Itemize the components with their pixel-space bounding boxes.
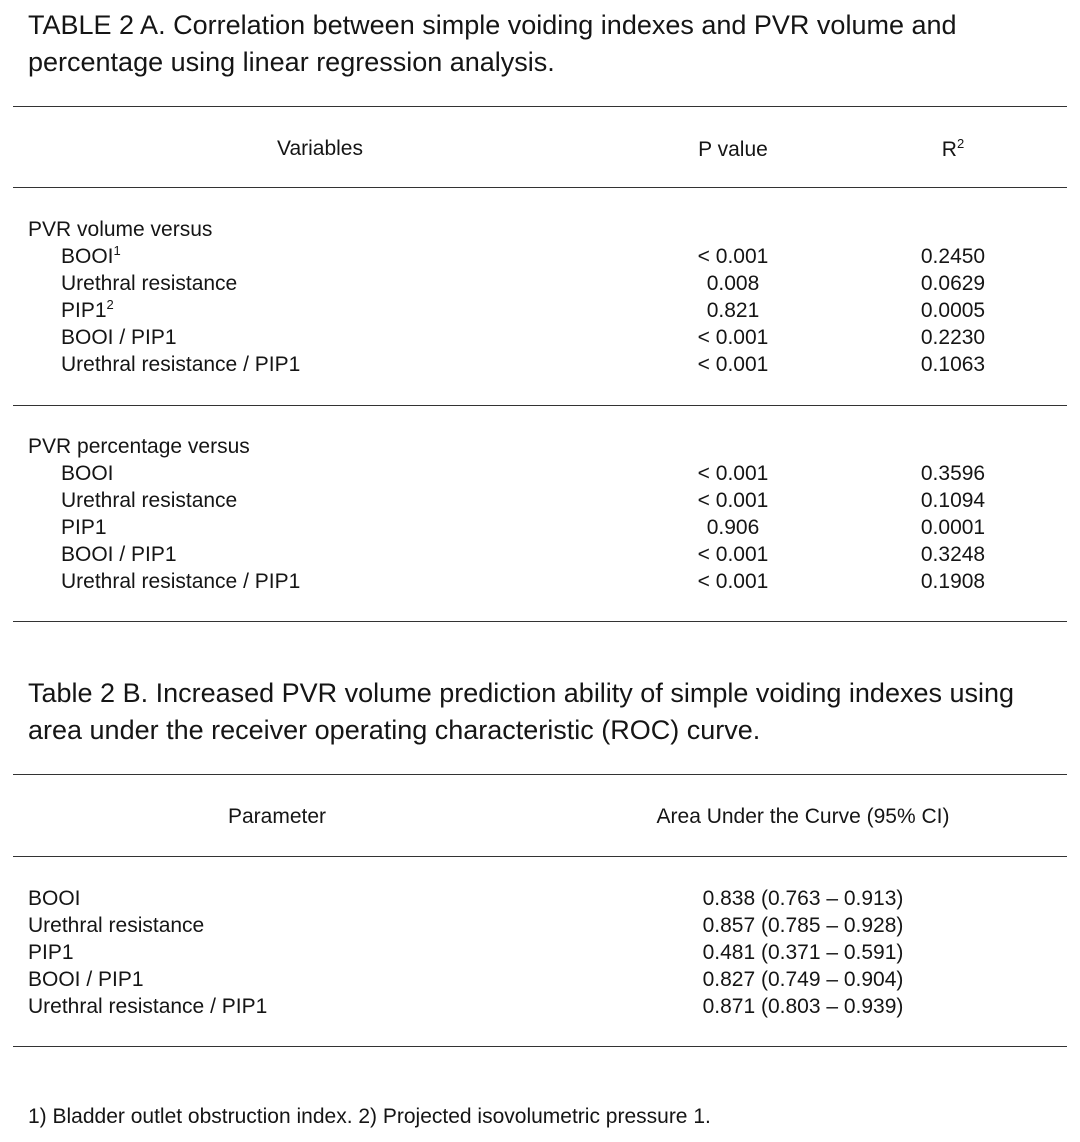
variable-name <box>61 541 177 568</box>
group-label-pvr-percentage: PVR percentage versus <box>28 435 250 458</box>
r-squared-cell: 0.1094 <box>920 489 986 512</box>
r-squared-cell: 0.2450 <box>920 245 986 268</box>
table-b-title <box>28 675 1068 749</box>
table-a-group-rule <box>13 405 1067 406</box>
auc-cell: 0.857 (0.785 – 0.928) <box>702 914 904 937</box>
variable-name-text: BOOI / PIP1 <box>61 326 177 349</box>
header-parameter: Parameter <box>227 805 327 828</box>
variable-name-text: PIP1 <box>61 299 107 322</box>
parameter-name: BOOI <box>28 887 81 910</box>
p-value-cell: 0.906 <box>706 516 760 539</box>
table-row <box>0 243 1060 270</box>
auc-cell: 0.871 (0.803 – 0.939) <box>702 995 904 1018</box>
table-row <box>0 324 1060 351</box>
p-value-cell: < 0.001 <box>697 462 769 485</box>
parameter-name: BOOI / PIP1 <box>28 968 144 991</box>
variable-name <box>61 297 114 324</box>
table-row <box>0 939 1060 966</box>
table-b-header-rule <box>13 856 1067 857</box>
table-row <box>0 993 1060 1020</box>
variable-name-text: Urethral resistance <box>61 272 238 295</box>
r-squared-cell: 0.0629 <box>920 272 986 295</box>
p-value-cell: < 0.001 <box>697 353 769 376</box>
header-r-squared: $R^2$ <box>941 136 965 161</box>
table-row <box>0 297 1060 324</box>
auc-cell: 0.827 (0.749 – 0.904) <box>702 968 904 991</box>
table-a-bottom-rule <box>13 621 1067 622</box>
table-row <box>0 460 1060 487</box>
table-row <box>0 885 1060 912</box>
p-value-cell: 0.008 <box>706 272 760 295</box>
table-b-title-line1: Table 2 B. Increased PVR volume prediction ability of simple voiding indexes using <box>28 678 1015 708</box>
variable-name-text: Urethral resistance / PIP1 <box>61 353 301 376</box>
table-b-title-line2: area under the receiver operating characteristic (ROC) curve. <box>28 715 761 745</box>
r-squared-cell: 0.2230 <box>920 326 986 349</box>
auc-cell: 0.838 (0.763 – 0.913) <box>702 887 904 910</box>
variable-name-text: Urethral resistance <box>61 489 238 512</box>
variable-name <box>61 324 177 351</box>
footnote-marker: 2 <box>106 297 114 312</box>
header-p-value: P value <box>698 138 768 161</box>
table-row <box>0 966 1060 993</box>
variable-name <box>61 243 121 270</box>
auc-cell: 0.481 (0.371 – 0.591) <box>702 941 904 964</box>
footnote-marker: 1 <box>113 243 121 258</box>
variable-name <box>61 514 107 541</box>
table-row <box>0 541 1060 568</box>
r-squared-cell: 0.0001 <box>920 516 986 539</box>
table-row <box>0 351 1060 378</box>
variable-name-text: BOOI / PIP1 <box>61 543 177 566</box>
parameter-name: Urethral resistance <box>28 914 205 937</box>
table-row <box>0 270 1060 297</box>
variable-name <box>61 487 237 514</box>
variable-name <box>61 351 300 378</box>
p-value-cell: < 0.001 <box>697 543 769 566</box>
table-a-title <box>28 7 1068 81</box>
p-value-cell: < 0.001 <box>697 489 769 512</box>
p-value-cell: < 0.001 <box>697 245 769 268</box>
table-row <box>0 514 1060 541</box>
table-row <box>0 568 1060 595</box>
r-squared-cell: 0.0005 <box>920 299 986 322</box>
footnote: 1) Bladder outlet obstruction index. 2) Projected isovolumetric pressure 1. <box>28 1105 711 1128</box>
r-squared-cell: 0.3248 <box>920 543 986 566</box>
r-squared-cell: 0.1063 <box>920 353 986 376</box>
group-label-pvr-volume: PVR volume versus <box>28 218 213 241</box>
p-value-cell: 0.821 <box>706 299 760 322</box>
variable-name <box>61 568 300 595</box>
r-squared-cell: 0.1908 <box>920 570 986 593</box>
p-value-cell: < 0.001 <box>697 326 769 349</box>
table-a-top-rule <box>13 106 1067 107</box>
variable-name-text: BOOI <box>61 462 114 485</box>
parameter-name: Urethral resistance / PIP1 <box>28 995 268 1018</box>
variable-name <box>61 270 237 297</box>
variable-name-text: Urethral resistance / PIP1 <box>61 570 301 593</box>
table-b-top-rule <box>13 774 1067 775</box>
table-row <box>0 912 1060 939</box>
table-b-bottom-rule <box>13 1046 1067 1047</box>
r-squared-cell: 0.3596 <box>920 462 986 485</box>
variable-name-text: BOOI <box>61 245 114 268</box>
table-a-title-line1: TABLE 2 A. Correlation between simple voiding indexes and PVR volume and <box>28 10 957 40</box>
p-value-cell: < 0.001 <box>697 570 769 593</box>
table-a-header-rule <box>13 187 1067 188</box>
header-variables: Variables <box>277 137 363 160</box>
header-auc: Area Under the Curve (95% CI) <box>656 805 950 828</box>
parameter-name: PIP1 <box>28 941 74 964</box>
variable-name <box>61 460 114 487</box>
variable-name-text: PIP1 <box>61 516 107 539</box>
table-a-title-line2: percentage using linear regression analysis. <box>28 47 555 77</box>
table-row <box>0 487 1060 514</box>
